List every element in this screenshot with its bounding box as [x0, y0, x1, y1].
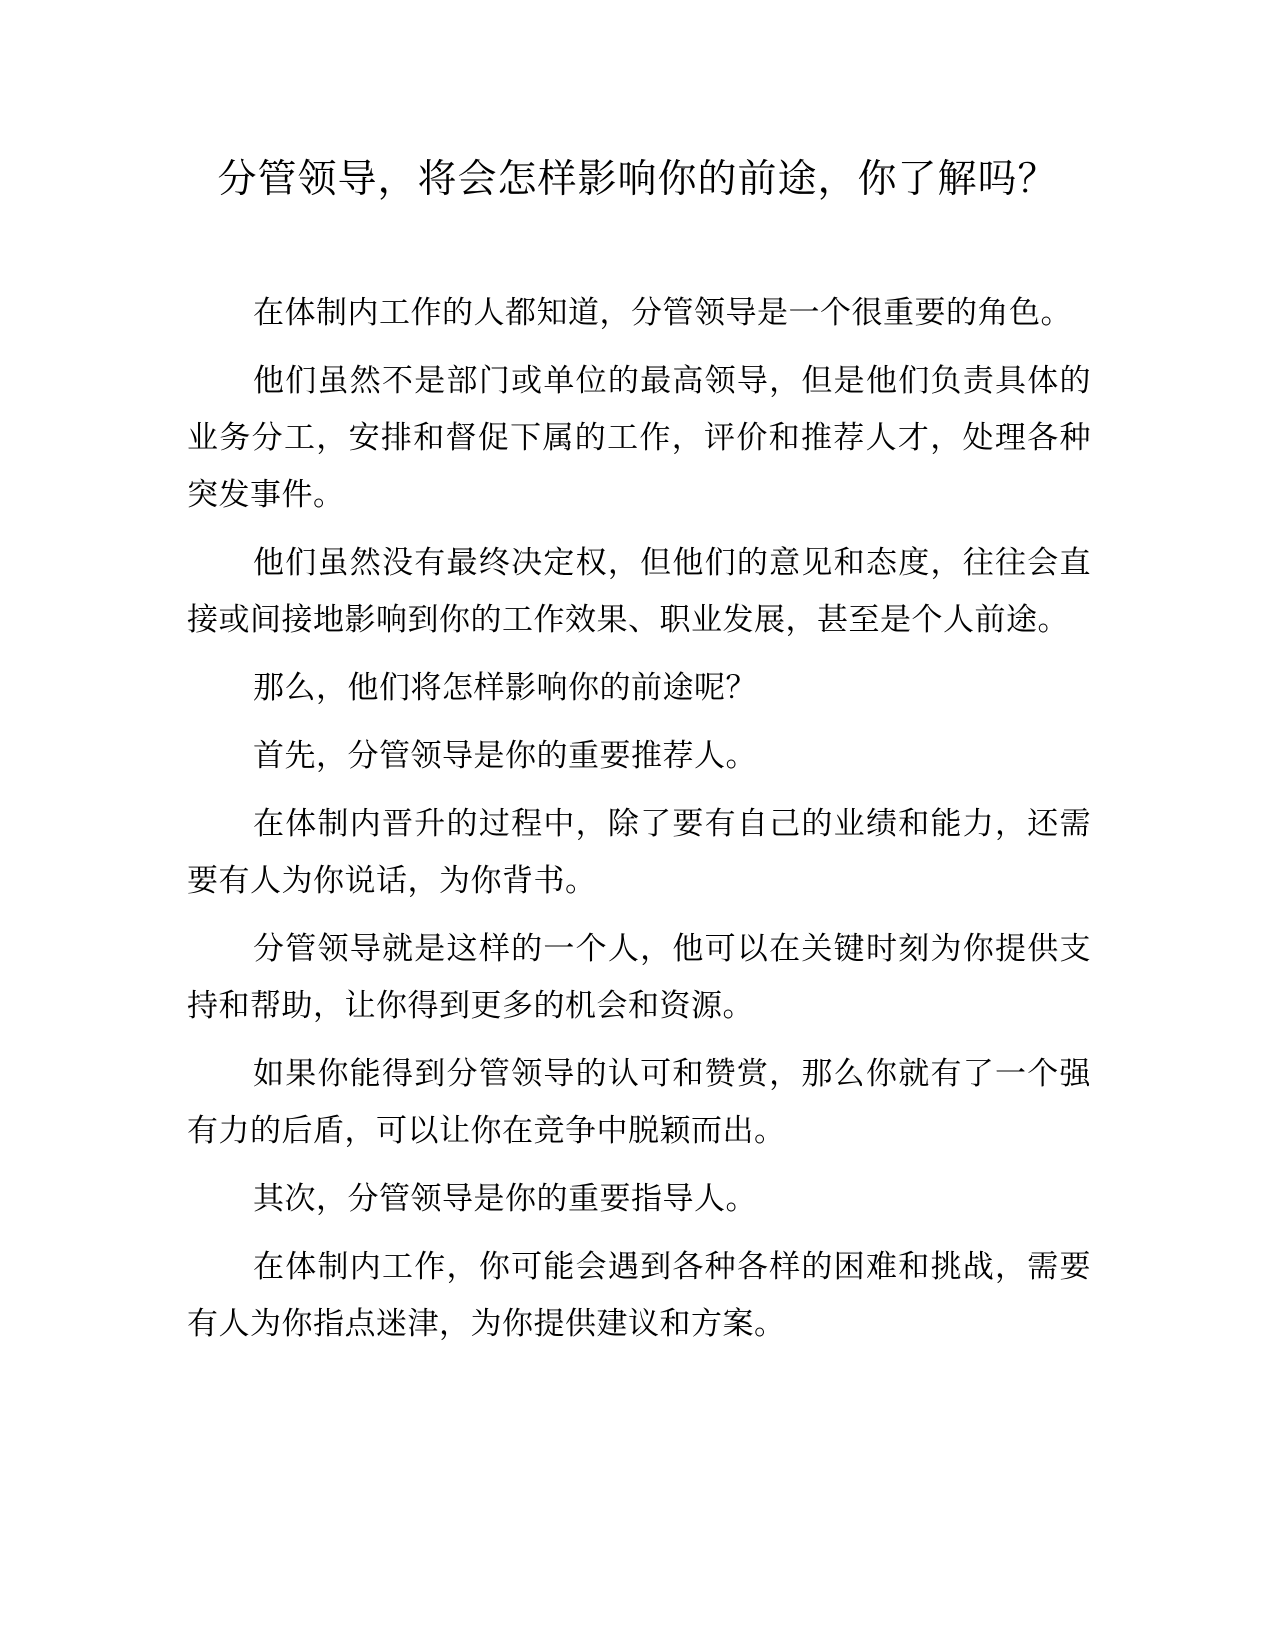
paragraph: 分管领导就是这样的一个人，他可以在关键时刻为你提供支持和帮助，让你得到更多的机会和资源。	[187, 931, 1091, 1024]
paragraph: 他们虽然没有最终决定权，但他们的意见和态度，往往会直接或间接地影响到你的工作效果、职业发展，甚至是个人前途。	[187, 545, 1091, 638]
document-title: 分管领导，将会怎样影响你的前途，你了解吗？	[217, 157, 1058, 202]
document-body	[187, 285, 1091, 1364]
paragraph: 那么，他们将怎样影响你的前途呢？	[253, 670, 757, 706]
paragraph: 在体制内工作的人都知道，分管领导是一个很重要的角色。	[253, 295, 1072, 331]
paragraph: 如果你能得到分管领导的认可和赞赏，那么你就有了一个强有力的后盾，可以让你在竞争中脱颖而出。	[187, 1056, 1091, 1149]
paragraph: 首先，分管领导是你的重要推荐人。	[253, 738, 757, 774]
paragraph: 在体制内工作，你可能会遇到各种各样的困难和挑战，需要有人为你指点迷津，为你提供建议和方案。	[187, 1249, 1091, 1342]
paragraph: 他们虽然不是部门或单位的最高领导，但是他们负责具体的业务分工，安排和督促下属的工作，评价和推荐人才，处理各种突发事件。	[187, 363, 1091, 513]
paragraph: 其次，分管领导是你的重要指导人。	[253, 1181, 757, 1217]
paragraph: 在体制内晋升的过程中，除了要有自己的业绩和能力，还需要有人为你说话，为你背书。	[187, 806, 1091, 899]
